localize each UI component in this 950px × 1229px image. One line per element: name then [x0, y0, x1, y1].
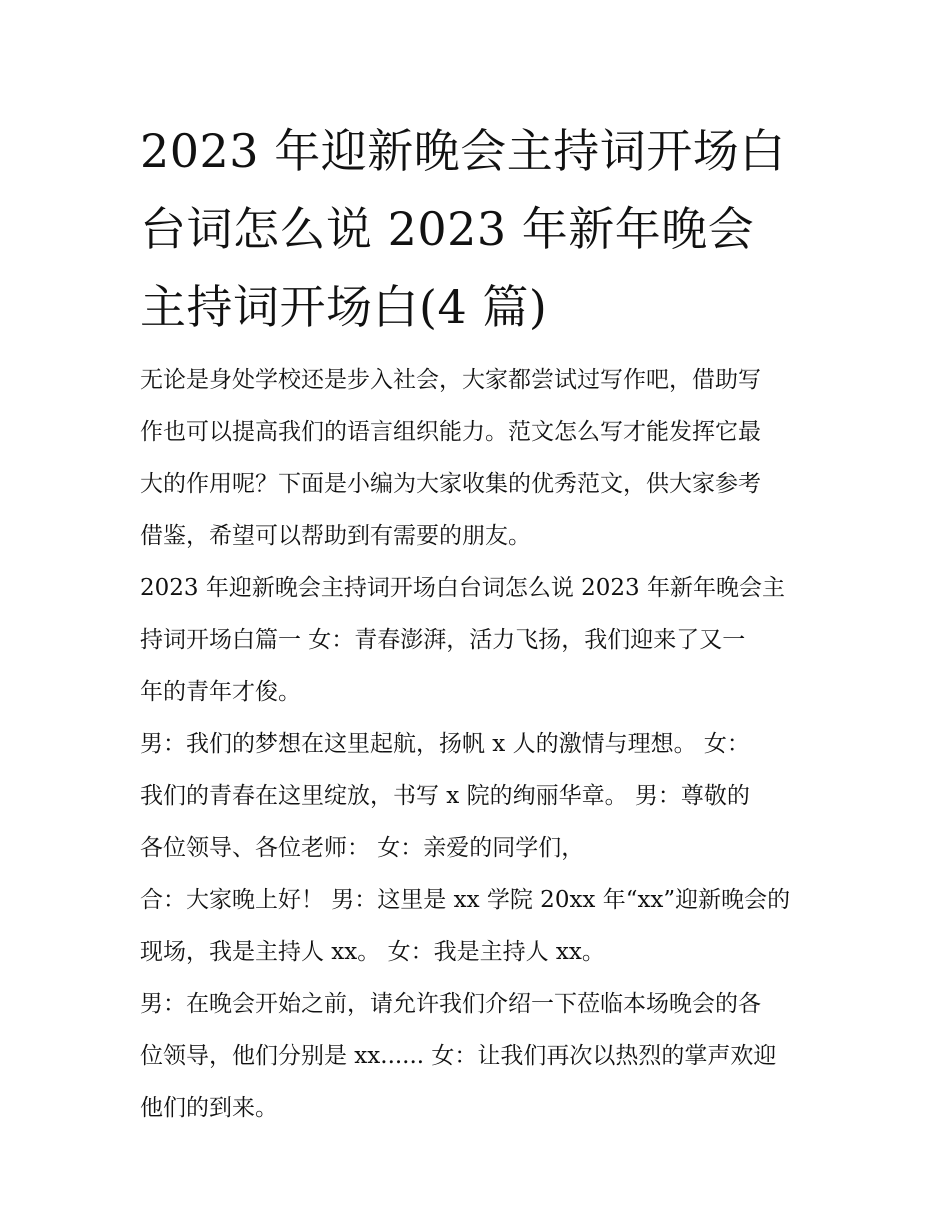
- title-line: 2023 年迎新晚会主持词开场白: [140, 124, 786, 178]
- body-line: 各位领导、各位老师： 女：亲爱的同学们，: [140, 835, 585, 861]
- body-line: 我们的青春在这里绽放，书写 x 院的绚丽华章。 男：尊敬的: [140, 783, 750, 809]
- body-line: 合：大家晚上好！ 男：这里是 xx 学院 20xx 年“xx”迎新晚会的: [140, 887, 791, 913]
- title-line: 主持词开场白(4 篇): [140, 280, 548, 334]
- body-line: 无论是身处学校还是步入社会，大家都尝试过写作吧，借助写: [140, 367, 761, 393]
- body-line: 位领导，他们分别是 xx...... 女：让我们再次以热烈的掌声欢迎: [140, 1043, 777, 1069]
- body-line: 男：在晚会开始之前，请允许我们介绍一下莅临本场晚会的各: [140, 991, 761, 1017]
- document-body: [140, 354, 830, 1134]
- body-line: 持词开场白篇一 女：青春澎湃，活力飞扬，我们迎来了又一: [140, 627, 746, 653]
- document-title: [140, 112, 830, 346]
- body-line: 借鉴，希望可以帮助到有需要的朋友。: [140, 523, 531, 549]
- title-line: 台词怎么说 2023 年新年晚会: [140, 202, 755, 256]
- body-line: 现场，我是主持人 xx。 女：我是主持人 xx。: [140, 939, 605, 965]
- body-line: 他们的到来。: [140, 1095, 278, 1121]
- body-line: 作也可以提高我们的语言组织能力。范文怎么写才能发挥它最: [140, 419, 761, 445]
- body-line: 男：我们的梦想在这里起航，扬帆 x 人的激情与理想。 女：: [140, 731, 750, 757]
- body-line: 大的作用呢？下面是小编为大家收集的优秀范文，供大家参考: [140, 471, 761, 497]
- body-line: 年的青年才俊。: [140, 679, 301, 705]
- body-line: 2023 年迎新晚会主持词开场白台词怎么说 2023 年新年晚会主: [140, 575, 785, 601]
